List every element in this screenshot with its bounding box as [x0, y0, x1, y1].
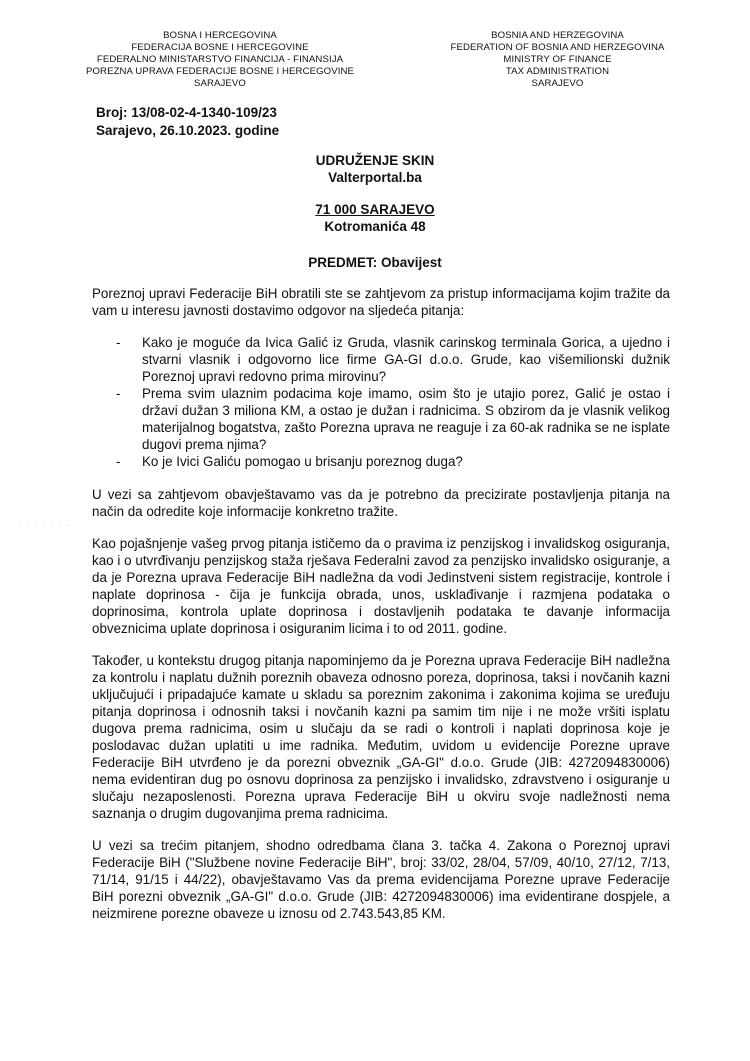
- header-left-bosnian: [70, 30, 370, 90]
- address-spacer: [0, 186, 750, 201]
- header-right-line: FEDERATION OF BOSNIA AND HERZEGOVINA: [450, 42, 665, 53]
- dash-bullet-icon: -: [116, 335, 121, 350]
- paragraph-second-question: Također, u kontekstu drugog pitanja napominjemo da je Porezna uprava Federacije BiH nadležna za kontrolu i naplatu dužnih poreznih obaveza odnosno poreza, doprinosa, taksi i novčanih kazni uključujući i pripadajuće kamate u skladu sa poreznim zakonima i zakonima kojima se uređuju pitanja doprinosa i odnosnih taksi i novčanih kazni pa samim tim nije i ne može vršiti isplatu dugova prema radnicima, osim u slučaju da se radi o kontroli i naplati doprinosa koje je poslodavac dužan uplatiti u ime radnika. Međutim, uvidom u evidencije Porezne uprave Federacije BiH utvrđeno je da porezni obveznik „GA-GI" d.o.o. Grude (JIB: 4272094830006) nema evidentiran dug po osnovu doprinosa za penzijsko i invalidsko, zdravstveno i osiguranje u slučaju nezaposlenosti. Porezna uprava Federacije BiH u okviru svoje nadležnosti nema saznanja o drugim dugovanjima prema radnicima.: [92, 653, 670, 821]
- paragraph-first-question: Kao pojašnjenje vašeg prvog pitanja ističemo da o pravima iz penzijskog i invalidskog osiguranja, kao i o utvrđivanju penzijskog staža rješava Federalni zavod za penzijsko invalidsko osiguranje, a da je Porezna uprava Federacije BiH nadležna da vodi Jedinstveni sistem registracije, kontrole i naplate doprinosa - čija je funkcija obrada, unos, usklađivanje i razmjena podataka o doprinosima, kontrola uplate doprinosa i dostavljenih podataka te davanje informacija obveznicima uplate doprinosa i osiguranim licima i to od 2011. godine.: [92, 536, 670, 636]
- header-left-line: POREZNA UPRAVA FEDERACIJE BOSNE I HERCEGOVINE: [85, 66, 355, 77]
- question-text: Kako je moguće da Ivica Galić iz Gruda, vlasnik carinskog terminala Gorica, a ujedno i stvarni vlasnik i odgovorno lice firme GA-GI d.o.o. Grude, kao višemilionski dužnik Poreznoj upravi redovno prima mirovinu?: [142, 335, 670, 384]
- header-right-line: SARAJEVO: [531, 78, 584, 89]
- scan-margin-mark: · · · · · · ·: [18, 522, 72, 529]
- list-item: [92, 385, 670, 453]
- header-left-line: FEDERACIJA BOSNE I HERCEGOVINE: [131, 42, 309, 53]
- paragraph-third-question: U vezi sa trećim pitanjem, shodno odredbama člana 3. tačka 4. Zakona o Poreznoj upravi Federacije BiH ("Službene novine Federacije BiH", broj: 33/02, 28/04, 57/09, 40/10, 27/12, 7/13, 71/14, 91/15 i 44/22), obavještavamo Vas da prema evidencijama Porezne uprave Federacije BiH porezni obveznik „GA-GI" d.o.o. Grude (JIB: 4272094830006) ima evidentirane dospjele, a neizmirene porezne obaveze u iznosu od 2.743.543,85 KM.: [92, 838, 670, 921]
- intro-paragraph: Poreznoj upravi Federacije BiH obratili ste se zahtjevom za pristup informacijama kojim tražite da vam u interesu javnosti dostavimo odgovor na sljedeća pitanja:: [92, 286, 670, 318]
- recipient-address: [0, 152, 750, 235]
- header-left-line: BOSNA I HERCEGOVINA: [163, 30, 277, 41]
- recipient-name: UDRUŽENJE SKIN: [315, 153, 435, 168]
- dash-bullet-icon: -: [116, 454, 121, 469]
- letter-body: [92, 285, 670, 937]
- question-text: Prema svim ulaznim podacima koje imamo, osim što je utajio porez, Galić je ostao i državi dužan 3 miliona KM, a ostao je dužan i radnicima. S obzirom da je vlasnik velikog materijalnog bogatstva, zašto Porezna uprava ne reaguje i za 60-ak radnika se ne isplate dugovi prema njima?: [142, 386, 670, 452]
- question-text: Ko je Ivici Galiću pomogao u brisanju poreznog duga?: [142, 454, 463, 469]
- recipient-portal: Valterportal.ba: [328, 170, 422, 185]
- header-left-line: FEDERALNO MINISTARSTVO FINANCIJA - FINANSIJA: [96, 54, 344, 65]
- list-item: [92, 334, 670, 385]
- reference-number: Broj: 13/08-02-4-1340-109/23: [96, 105, 277, 120]
- recipient-street: Kotromanića 48: [324, 219, 426, 234]
- header-left-line: SARAJEVO: [194, 78, 246, 89]
- questions-list: [92, 334, 670, 470]
- header-right-line: MINISTRY OF FINANCE: [503, 54, 612, 65]
- reference-block: [96, 104, 279, 140]
- header-right-line: TAX ADMINISTRATION: [505, 66, 610, 77]
- reference-place-date: Sarajevo, 26.10.2023. godine: [96, 123, 280, 138]
- header-right-line: BOSNIA AND HERZEGOVINA: [491, 30, 624, 41]
- paragraph-clarification: U vezi sa zahtjevom obavještavamo vas da je potrebno da precizirate postavljenja pitanja na način da odredite koje informacije konkretno tražite.: [92, 487, 670, 519]
- list-item: [92, 453, 670, 470]
- recipient-city: 71 000 SARAJEVO: [315, 202, 435, 217]
- subject-line: PREDMET: Obavijest: [308, 255, 442, 270]
- dash-bullet-icon: -: [116, 386, 121, 401]
- header-right-english: [425, 30, 690, 90]
